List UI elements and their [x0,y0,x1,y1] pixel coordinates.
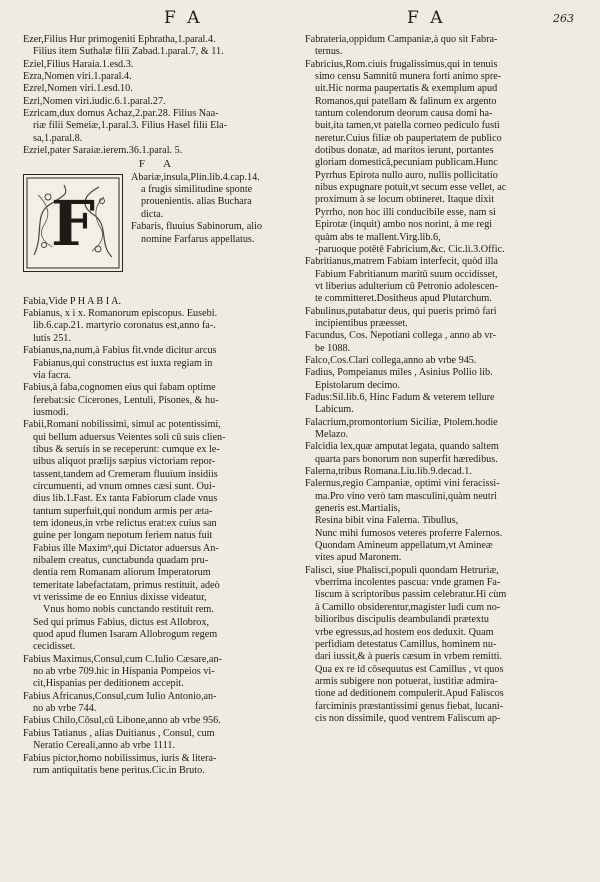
text-line: nibalem creatus, cunctabunda quadam pru- [33,555,209,566]
text-line: cis non dissimile, quod ventrem Faliscum ap- [315,712,501,724]
text-line: vt verissime de eo Ennius dixisse videatur, [33,592,207,604]
text-line: no ab vrbe 744. [33,703,97,715]
initial-text-line: dicta. [141,208,164,220]
text-line: dentia rem Romanam aliorum Imperatorum [33,567,211,579]
text-line: gloriam domesticā,pecuniam publicam.Hunc [315,157,498,169]
left-entries-top [23,34,295,157]
text-line: quod apud flumen Isaram Allobrogum regem [33,629,218,641]
text-line: Ezriel,pater Saraiæ.ierem.36.1.paral. 5. [23,145,183,157]
text-line: quàm abs te mallent.Virg.lib.6, [315,231,441,243]
text-line: vt liberius adulterium cū Petronio adolescen- [315,280,499,292]
initial-text-line: nomine Farfarus appellatus. [141,233,255,245]
text-line: Ezri,Nomen viri.iudic.6.1.paral.27. [23,95,166,107]
text-line: Fabium Fabritianum maritū suum occidisset, [315,268,498,280]
text-line: uibus aliquot prælijs sæpius victoriam repor- [33,456,216,468]
text-line: à Camillo obsiderentur,magister ludi cum no- [315,601,501,613]
page-header [0,8,600,30]
text-line: Falco,Cos.Clari collega,anno ab vrbe 945. [305,354,477,366]
text-line: ma.Pro vino verò tam masculini,quàm neutri [315,490,497,502]
text-line: uit.Hic norma paupertatis & exemplum apud [315,83,498,95]
text-line: Vnus homo nobis cunctando restituit rem. [43,604,214,616]
text-line: te committeret.Dositheus apud Plutarchum. [315,293,492,305]
text-line: guine per longam nepotum feriem natus fuit [33,530,213,542]
text-line: tassent,tandem ad Cremeram fluuium insidiis [33,468,218,480]
text-line: Fabius ille Maxim⁹,qui Dictator aduersus An- [33,542,219,554]
text-line: Fabia,Vide P H A B I A. [23,295,122,307]
text-line: cit,Hispanias per deditionem accepit. [33,678,184,690]
text-line: Romanos,qui patellam & falinum ex argento [315,95,497,107]
text-line: tantum colendorum deorum causa domi ha- [315,108,493,120]
text-line: Fabianus, x i x. Romanorum episcopus. Eusebi. [23,308,218,320]
header-left-letters: F A [164,8,203,28]
text-line: sa,1.paral.8. [33,132,83,144]
text-line: Filius item Suthalæ filii Zabad.1.paral.7, & 11. [33,46,224,58]
text-line: Falacrium,promontorium Siciliæ, Ptolem.hodie [305,416,498,428]
text-line: farciminis præstantissimi genus fiebat, lucani- [315,700,504,712]
text-line: Ezrel,Nomen viri.1.esd.10. [23,83,133,95]
header-right-letters: F A [407,8,446,28]
text-line: Ezricam,dux domus Achaz,2.par.28. Filius Naa- [23,108,219,120]
text-line: Fabianus,na,num,à Fabius fit.vnde dicitur arcus [23,345,217,357]
text-line: Fabius Maximus,Consul,cum C.Iulio Cæsare,an- [23,653,222,665]
text-line: simo censu Samnitū munera forti animo spre- [315,71,502,83]
initial-entry-lines [131,172,295,246]
text-line: Labicum. [315,404,354,416]
text-line: Fabius Africanus,Consul,cum Iulio Antonio,an- [23,690,217,702]
text-line: Fabius Chilo,Cōsul,cū Libone,anno ab vrbe 956. [23,715,221,727]
text-line: liscum à scriptoribus passim celebratur.Hi cùm [315,589,507,601]
page-number: 263 [553,12,574,25]
text-line: rum antiquitatis bene peritus.Cic.in Bruto. [33,764,205,776]
text-line: Fabii,Romani nobilissimi, simul ac potentissimi, [23,419,221,431]
text-line: proximum à se locum obtineret. Itaque dixit [315,194,495,206]
text-line: Falisci, siue Phalisci,populi quondam Hetruriæ, [305,564,499,576]
initial-text-line: Fabaris, fluuius Sabinorum, alio [131,221,263,233]
ornamental-initial-icon [23,174,123,272]
text-line: Neratio Cereali,anno ab vrbe 1111. [33,740,176,752]
text-line: Fabritianus,matrem Fabiam interfecit, quòd illa [305,256,498,268]
text-line: Ezer,Filius Hur primogeniti Ephratha,1.paral.4. [23,34,216,45]
text-line: lib.6.cap.21. martyrio coronatus est,anno fa-. [33,320,216,332]
text-line: tantum superfuit,qui nondum armis per æta- [33,505,213,517]
text-line: Eziel,Filius Haraia.1.esd.3. [23,58,134,70]
left-entries-bottom [23,296,295,777]
text-line: via facra. [33,369,71,381]
text-line: dius lib.1.Fast. Ex tanta Fabiorum clade vnus [33,493,218,505]
text-line: quarta pars bonorum non superfit hæredibus. [315,453,498,465]
text-line: Fabricius,Rom.ciuis frugalissimus,qui in tenuis [305,58,498,70]
text-line: vites apud Maronem. [315,552,402,564]
text-line: Fabrateria,oppidum Campaniæ,à quo sit Fabra- [305,34,498,45]
text-line: Fabianus,qui constructus est iuxta regiam in [33,357,213,369]
text-line: Melazo. [315,429,349,440]
text-line: Epirotæ (inquit) ambo nos norint, à me regi [315,219,493,231]
text-line: -paruoque potētē Fabricium,&c. Cic.li.3.Offic. [315,243,505,255]
text-line: Nunc mihi fumosos veteres proferre Falernos. [315,527,503,539]
text-line: Epistolarum decimo. [315,379,400,391]
text-line: qui bellum aduersus Veientes soli cū suis clien- [33,431,226,443]
initial-text-line: prouenientis. alias Buchara [141,196,252,208]
text-line: no ab vrbe 709.hic in Hispania Pompeios vi- [33,666,215,678]
text-line: Sed qui primus Fabius, dictus est Allobrox, [33,616,210,628]
text-line: generis est.Martialis, [315,503,401,515]
text-line: lutis 251. [33,332,71,344]
text-line: vberrima incolentes pascua: vnde gramen Fa- [315,577,501,589]
right-column [305,34,585,874]
text-line: Quondam Amineum appellatum,vt Amineæ [315,540,493,552]
text-line: be 1088. [315,342,351,354]
text-line: tem idoneus,in vrbe relictus erat:ex cuius san [33,517,217,529]
text-line: perfidiam detestatus Camillus, hominem nu- [315,638,497,650]
text-line: dari iussit,& à pueris cæsum in vrbem remitti. [315,651,503,663]
text-line: nibus expugnare potuit,vt secum esse vellet, ac [315,182,507,194]
right-entries [305,34,585,725]
text-line: Fabius Tatianus , alias Duitianus , Consul, cum [23,727,215,739]
text-line: Falernus,regio Campaniæ, optimi vini feracissi- [305,478,500,490]
text-line: circumuenti, ad vnum omnes cæsi sunt. Oui- [33,480,216,492]
text-line: tione ad deditionem compulerit.Apud Faliscos [315,688,504,700]
text-line: temeritate labefactatam, primus restituit, adeò [33,579,220,591]
text-line: bilioribus discipulis deambulandi prætextu [315,614,490,626]
initial-text-line: Abariæ,insula,Plin.lib.4.cap.14. [131,171,260,183]
text-line: ternus. [315,46,343,58]
text-line: Falerna,tribus Romana.Liu.lib.9.decad.1. [305,466,472,478]
text-line: tibus & seruis in se receperunt: cumque ex le- [33,443,220,455]
text-line: armis subigere non potuerat, iustitiæ admira- [315,675,498,687]
initial-block [23,172,295,296]
text-line: Fabius,à faba,cognomen eius qui fabam optime [23,382,216,394]
section-heading: F A [138,158,180,171]
text-line: Fabius pictor,homo nobilissimus, iuris & litera- [23,752,217,764]
text-line: dotibus donatæ, ad maritos ierunt, portantes [315,145,494,157]
text-line: ferebat:sic Cicerones, Lentuli, Pisones, & hu- [33,394,219,406]
text-line: Falcidia lex,quæ amputat legata, quando saltem [305,441,499,453]
text-line: iusmodi. [33,406,69,418]
text-line: Fabulinus,putabatur deus, qui pueris primò fari [305,305,497,317]
text-line: Pyrrhus Epirota nullo auro, nullis pollicitatio [315,169,498,181]
text-line: Resina bibit vina Falerna. Tibullus, [315,515,459,527]
text-line: incipientibus præesset. [315,317,408,329]
text-line: buit,ita tamen,vt patella corneo pediculo fusti [315,120,500,132]
text-line: cecidisset. [33,641,76,653]
initial-letter: F [50,186,96,260]
text-line: vrbe egressus,ad hostem eos deduxit. Quam [315,626,494,638]
text-line: riæ filii Semeiæ,1.paral.3. Filius Hasel filii Ela- [33,120,228,132]
initial-text-line: a frugis similitudine sponte [141,184,253,196]
text-line: Pyrrho, non hoc illi conducibile esse, nam si [315,206,496,218]
left-column [23,34,295,874]
text-line: Ezra,Nomen viri.1.paral.4. [23,71,132,83]
text-line: Fadus:Sil.lib.6, Hinc Fadum & veterem tellure [305,391,495,403]
text-line: Fadius, Pompeianus miles , Asinius Pollio lib. [305,367,493,379]
text-line: Facundus, Cos. Nepotiani collega , anno ab vr- [305,330,497,342]
text-line: Qua ex re id cōsequutus est Camillus , vt quos [315,663,504,675]
text-line: neretur.Cuius filiæ ob paupertatem de publico [315,132,502,144]
